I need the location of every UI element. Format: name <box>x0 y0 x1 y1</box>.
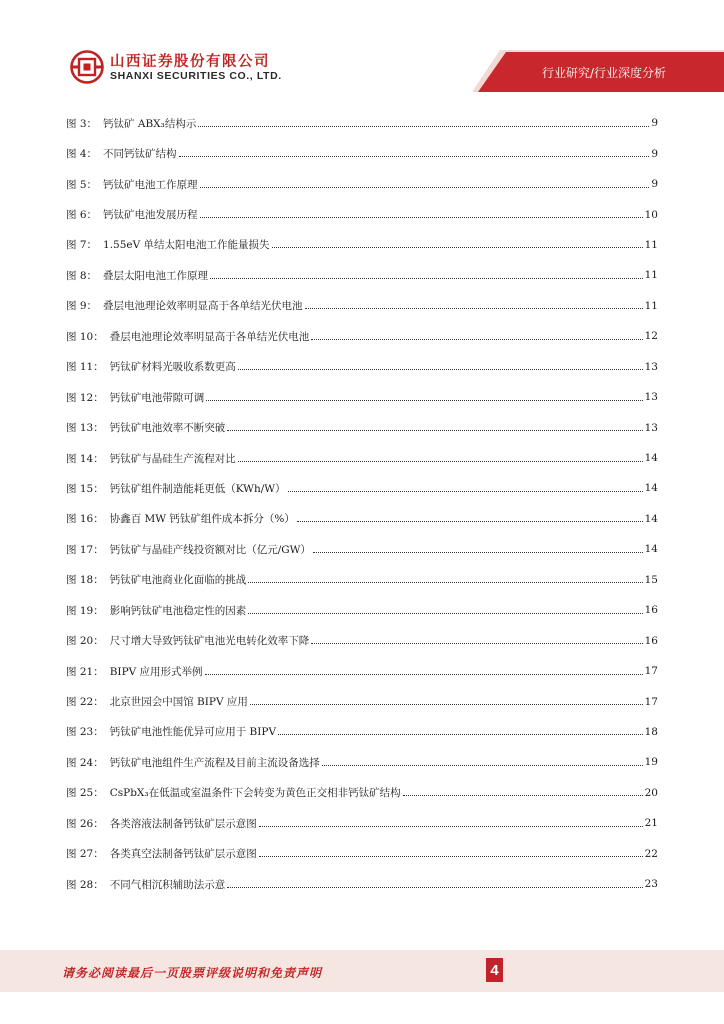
toc-entry-title: 协鑫百 MW 钙钛矿组件成本拆分（%） <box>109 513 295 526</box>
toc-entry-label: 图 13： <box>66 422 104 435</box>
toc-entry-label: 图 16： <box>66 513 104 526</box>
toc-entry-title: 钙钛矿电池商业化面临的挑战 <box>109 574 247 587</box>
toc-entry[interactable] <box>66 595 658 625</box>
toc-leader-dots <box>200 217 643 218</box>
toc-leader-dots <box>288 491 643 492</box>
toc-leader-dots <box>305 308 643 309</box>
toc-entry-page: 18 <box>644 725 658 738</box>
toc-entry-label: 图 7： <box>66 239 98 252</box>
toc-entry-title: 叠层电池理论效率明显高于各单结光伏电池 <box>103 300 303 313</box>
toc-entry[interactable] <box>66 808 658 838</box>
toc-leader-dots <box>311 339 642 340</box>
toc-entry-label: 图 14： <box>66 452 104 465</box>
toc-entry-title: BIPV 应用形式举例 <box>109 665 203 678</box>
toc-entry[interactable] <box>66 443 658 473</box>
toc-entry-label: 图 22： <box>66 696 104 709</box>
toc-entry[interactable] <box>66 839 658 869</box>
toc-entry-title: 叠层电池理论效率明显高于各单结光伏电池 <box>109 330 310 343</box>
toc-entry-label: 图 23： <box>66 726 104 739</box>
toc-entry-label: 图 17： <box>66 543 104 556</box>
toc-entry-label: 图 6： <box>66 209 98 222</box>
toc-entry[interactable] <box>66 230 658 260</box>
toc-leader-dots <box>311 643 642 644</box>
toc-entry[interactable] <box>66 717 658 747</box>
toc-entry-title: 钙钛矿电池效率不断突破 <box>109 422 226 435</box>
toc-entry[interactable] <box>66 321 658 351</box>
toc-entry[interactable] <box>66 382 658 412</box>
toc-entry-label: 图 19： <box>66 604 104 617</box>
toc-entry-title: 钙钛矿材料光吸收系数更高 <box>109 361 236 374</box>
toc-entry-page: 14 <box>644 482 658 495</box>
toc-entry-page: 12 <box>644 330 658 343</box>
toc-leader-dots <box>210 278 643 279</box>
toc-entry-label: 图 21： <box>66 665 104 678</box>
toc-leader-dots <box>248 582 642 583</box>
toc-leader-dots <box>179 156 650 157</box>
toc-leader-dots <box>313 552 643 553</box>
toc-entry-title: 钙钛矿电池发展历程 <box>103 209 198 222</box>
toc-entry[interactable] <box>66 260 658 290</box>
toc-leader-dots <box>227 430 642 431</box>
toc-entry-page: 10 <box>644 208 658 221</box>
toc-entry-title: 1.55eV 单结太阳电池工作能量损失 <box>103 239 270 252</box>
toc-entry-label: 图 20： <box>66 635 104 648</box>
toc-leader-dots <box>198 126 649 127</box>
toc-entry[interactable] <box>66 108 658 138</box>
toc-entry-label: 图 24： <box>66 756 104 769</box>
toc-entry-title: 不同气相沉积辅助法示意 <box>109 878 226 891</box>
section-label: 行业研究/行业深度分析 <box>541 66 666 80</box>
toc-entry[interactable] <box>66 534 658 564</box>
toc-entry-title: 各类溶液法制备钙钛矿层示意图 <box>109 817 257 830</box>
toc-leader-dots <box>272 247 643 248</box>
toc-entry-page: 13 <box>644 421 658 434</box>
toc-entry-title: 尺寸增大导致钙钛矿电池光电转化效率下降 <box>109 635 310 648</box>
toc-entry-label: 图 12： <box>66 391 104 404</box>
toc-entry-label: 图 3： <box>66 117 98 130</box>
toc-entry-page: 14 <box>644 452 658 465</box>
toc-entry-page: 14 <box>644 543 658 556</box>
toc-entry-label: 图 5： <box>66 178 98 191</box>
toc-entry-title: 钙钛矿组件制造能耗更低（KWh/W） <box>109 482 286 495</box>
toc-entry-page: 16 <box>644 634 658 647</box>
company-name-cn: 山西证券股份有限公司 <box>110 54 270 70</box>
toc-entry[interactable] <box>66 138 658 168</box>
toc-entry-title: 钙钛矿与晶硅产线投资额对比（亿元/GW） <box>109 543 311 556</box>
toc-entry-page: 23 <box>644 878 658 891</box>
toc-leader-dots <box>278 734 643 735</box>
toc-entry[interactable] <box>66 199 658 229</box>
toc-entry[interactable] <box>66 291 658 321</box>
page-header <box>0 0 724 100</box>
toc-entry[interactable] <box>66 504 658 534</box>
toc-entry-page: 11 <box>644 269 658 282</box>
toc-entry-page: 13 <box>644 391 658 404</box>
toc-entry-title: 不同钙钛矿结构 <box>103 148 177 161</box>
toc-leader-dots <box>238 461 643 462</box>
toc-entry-label: 图 10： <box>66 330 104 343</box>
toc-leader-dots <box>403 795 643 796</box>
toc-entry-title: 钙钛矿与晶硅生产流程对比 <box>109 452 236 465</box>
toc-entry-title: 钙钛矿电池带隙可调 <box>109 391 205 404</box>
toc-leader-dots <box>206 400 642 401</box>
toc-entry[interactable] <box>66 747 658 777</box>
toc-entry-page: 9 <box>651 147 658 160</box>
toc-leader-dots <box>259 826 643 827</box>
toc-entry-title: 各类真空法制备钙钛矿层示意图 <box>109 848 257 861</box>
toc-entry-page: 16 <box>644 604 658 617</box>
toc-entry-page: 9 <box>651 117 658 130</box>
toc-entry-page: 15 <box>644 573 658 586</box>
toc-leader-dots <box>259 856 643 857</box>
toc-entry[interactable] <box>66 686 658 716</box>
toc-leader-dots <box>250 704 643 705</box>
toc-entry[interactable] <box>66 625 658 655</box>
toc-entry[interactable] <box>66 412 658 442</box>
toc-leader-dots <box>238 369 643 370</box>
toc-entry-page: 13 <box>644 360 658 373</box>
toc-entry-title: 钙钛矿电池组件生产流程及目前主流设备选择 <box>109 756 320 769</box>
toc-leader-dots <box>205 674 643 675</box>
toc-entry-page: 20 <box>644 786 658 799</box>
toc-entry-label: 图 25： <box>66 787 104 800</box>
toc-entry-title: CsPbX₃在低温或室温条件下会转变为黄色正交相非钙钛矿结构 <box>109 787 401 800</box>
toc-entry-page: 11 <box>644 238 658 251</box>
toc-leader-dots <box>297 521 643 522</box>
toc-entry-page: 19 <box>644 756 658 769</box>
toc-entry[interactable] <box>66 656 658 686</box>
toc-entry-title: 钙钛矿电池工作原理 <box>103 178 198 191</box>
toc-entry-title: 北京世园会中国馆 BIPV 应用 <box>109 696 248 709</box>
toc-entry-page: 11 <box>644 299 658 312</box>
toc-entry-title: 钙钛矿电池性能优异可应用于 BIPV <box>109 726 277 739</box>
toc-entry-label: 图 4： <box>66 148 98 161</box>
toc-entry-page: 17 <box>644 665 658 678</box>
toc-leader-dots <box>248 613 642 614</box>
toc-entry[interactable] <box>66 473 658 503</box>
page-number: 4 <box>486 958 503 982</box>
toc-entry-label: 图 26： <box>66 817 104 830</box>
toc-entry-label: 图 27： <box>66 848 104 861</box>
toc-entry-page: 21 <box>644 817 658 830</box>
toc-entry-page: 9 <box>651 178 658 191</box>
toc-entry[interactable] <box>66 869 658 899</box>
toc-entry[interactable] <box>66 352 658 382</box>
toc-entry-page: 22 <box>644 847 658 860</box>
figure-list <box>66 108 658 899</box>
toc-entry[interactable] <box>66 169 658 199</box>
toc-leader-dots <box>200 187 650 188</box>
toc-entry-label: 图 9： <box>66 300 98 313</box>
disclaimer-text: 请务必阅读最后一页股票评级说明和免责声明 <box>62 966 323 980</box>
toc-entry[interactable] <box>66 778 658 808</box>
toc-entry-title: 钙钛矿 ABX₃结构示 <box>103 117 197 130</box>
toc-leader-dots <box>227 887 642 888</box>
toc-entry[interactable] <box>66 565 658 595</box>
toc-entry-label: 图 8： <box>66 269 98 282</box>
toc-entry-label: 图 28： <box>66 878 104 891</box>
toc-entry-label: 图 15： <box>66 482 104 495</box>
toc-entry-title: 影响钙钛矿电池稳定性的因素 <box>109 604 247 617</box>
toc-leader-dots <box>322 765 643 766</box>
company-name-en: SHANXI SECURITIES CO., LTD. <box>110 70 282 82</box>
toc-entry-page: 17 <box>644 695 658 708</box>
toc-entry-page: 14 <box>644 512 658 525</box>
toc-entry-label: 图 11： <box>66 361 104 374</box>
toc-entry-title: 叠层太阳电池工作原理 <box>103 269 209 282</box>
toc-entry-label: 图 18： <box>66 574 104 587</box>
